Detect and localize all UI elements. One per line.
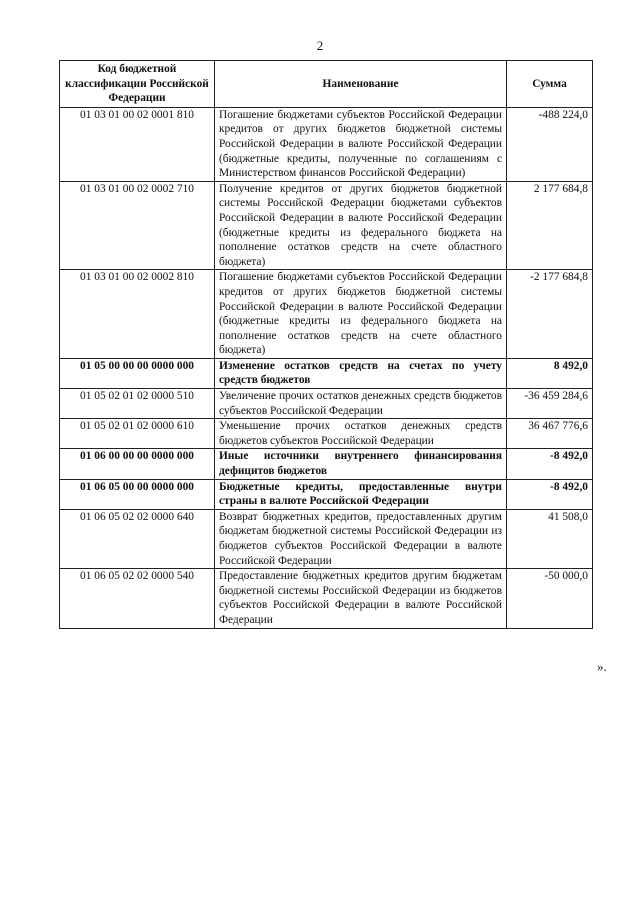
row-sum: -2 177 684,8 [507,270,593,359]
row-sum: 2 177 684,8 [507,181,593,270]
row-name: Получение кредитов от других бюджетов бюджетной системы Российской Федерации бюджетами субъектов Российской Федерации в валюте Российской Федерации (бюджетные кредиты из федерального бюджета на пополнение остатков средств на счете областного бюджета) [215,181,507,270]
row-sum: 8 492,0 [507,358,593,388]
row-code: 01 06 05 02 02 0000 540 [60,569,215,628]
row-sum: -8 492,0 [507,479,593,509]
row-name: Иные источники внутреннего финансирования дефицитов бюджетов [215,449,507,479]
row-code: 01 06 05 00 00 0000 000 [60,479,215,509]
table-row [60,270,593,359]
closing-quote: ». [597,659,607,674]
row-name: Погашение бюджетами субъектов Российской Федерации кредитов от других бюджетов бюджетной системы Российской Федерации в валюте Российской Федерации (бюджетные кредиты из федерального бюджета на пополнение остатков средств на счете областного бюджета) [215,270,507,359]
page-number: 2 [316,38,324,53]
table-row [60,569,593,628]
row-code: 01 05 02 01 02 0000 510 [60,389,215,419]
header-code: Код бюджетной классификации Российской Федерации [60,61,215,108]
row-name: Изменение остатков средств на счетах по учету средств бюджетов [215,358,507,388]
row-name: Уменьшение прочих остатков денежных средств бюджетов субъектов Российской Федерации [215,419,507,449]
row-sum: -8 492,0 [507,449,593,479]
row-sum: 36 467 776,6 [507,419,593,449]
table-row [60,479,593,509]
row-name: Погашение бюджетами субъектов Российской Федерации кредитов от других бюджетов бюджетной системы Российской Федерации в валюте Российской Федерации (бюджетные кредиты, полученные по соглашениям с Министерством финансов Российской Федерации) [215,107,507,181]
table-header-row [60,61,593,108]
table-row [60,181,593,270]
row-code: 01 06 00 00 00 0000 000 [60,449,215,479]
row-sum: -36 459 284,6 [507,389,593,419]
table-row [60,107,593,181]
row-name: Возврат бюджетных кредитов, предоставленных другим бюджетам бюджетной системы Российской Федерации из бюджетов субъектов Российской Федерации в валюте Российской Федерации [215,509,507,568]
header-name: Наименование [215,61,507,108]
row-code: 01 03 01 00 02 0002 710 [60,181,215,270]
row-sum: 41 508,0 [507,509,593,568]
table-row [60,358,593,388]
row-code: 01 03 01 00 02 0002 810 [60,270,215,359]
row-code: 01 05 02 01 02 0000 610 [60,419,215,449]
row-sum: -50 000,0 [507,569,593,628]
table-row [60,419,593,449]
table-row [60,389,593,419]
header-sum: Сумма [507,61,593,108]
row-code: 01 03 01 00 02 0001 810 [60,107,215,181]
table-row [60,449,593,479]
row-name: Увеличение прочих остатков денежных средств бюджетов субъектов Российской Федерации [215,389,507,419]
row-sum: -488 224,0 [507,107,593,181]
row-code: 01 05 00 00 00 0000 000 [60,358,215,388]
table-row [60,509,593,568]
row-code: 01 06 05 02 02 0000 640 [60,509,215,568]
row-name: Бюджетные кредиты, предоставленные внутри страны в валюте Российской Федерации [215,479,507,509]
budget-sources-table [59,60,593,629]
row-name: Предоставление бюджетных кредитов другим бюджетам бюджетной системы Российской Федерации из бюджетов субъектов Российской Федерации в валюте Российской Федерации [215,569,507,628]
